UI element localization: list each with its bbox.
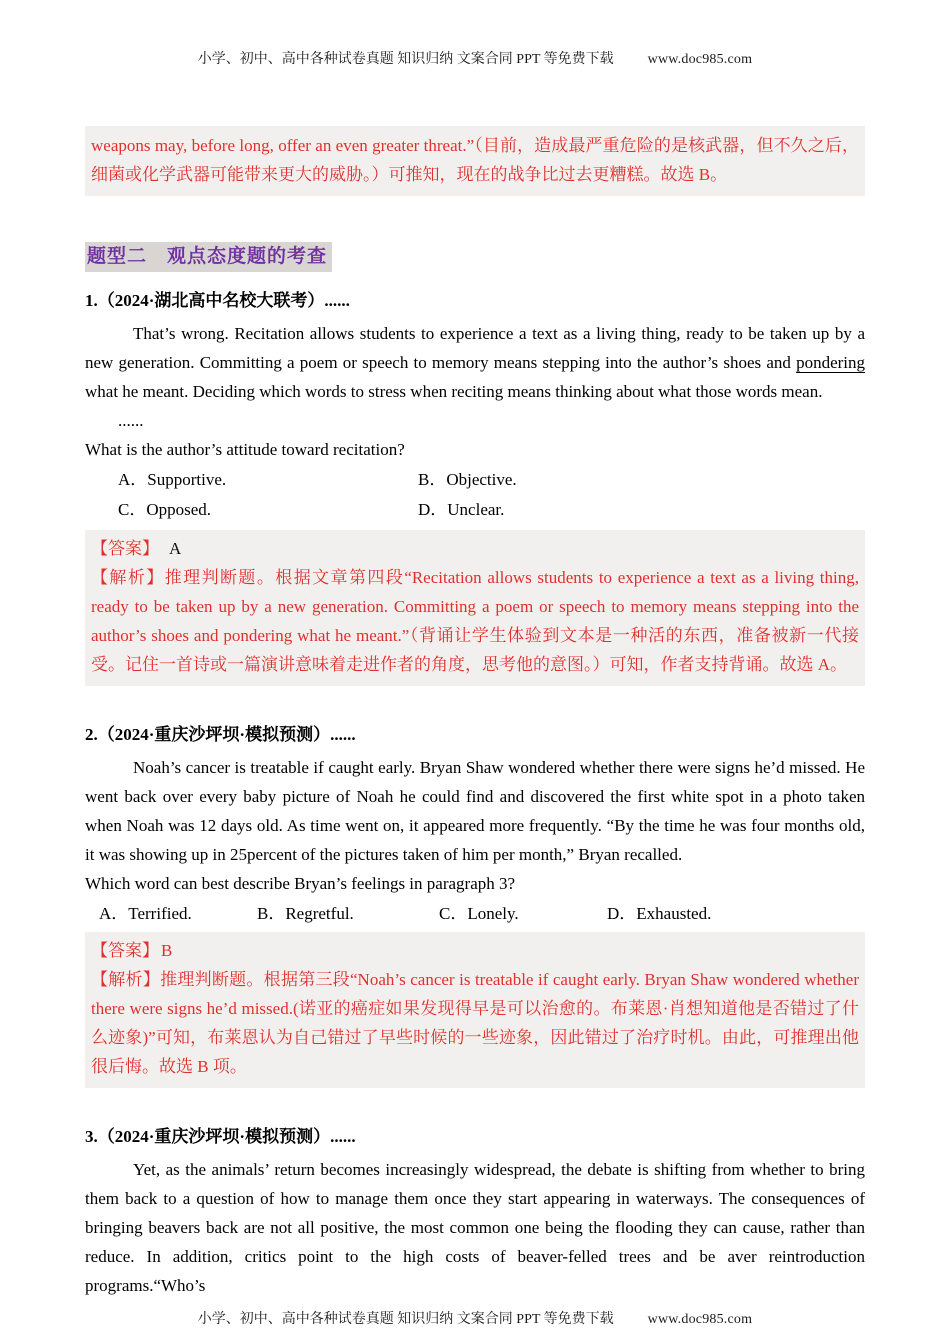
underlined-word: pondering [796, 353, 865, 372]
option-d: D．Exhausted. [607, 904, 712, 923]
question-1-block [85, 286, 865, 686]
analysis-text: 推理判断题。根据文章第四段“Recitation allows students to experience a text as a living thing, ready to be taken up by a new generation. Committing a poem or speech to memory means stepping into the author’s shoes and pondering what he meant.”（背诵让学生体验到文本是一种活的东西，准备被新一代接受。记住一首诗或一篇演讲意味着走进作者的角度，思考他的意图。）可知，作者支持背诵。故选 A。 [91, 568, 860, 674]
question-3-passage: Yet, as the animals’ return becomes increasingly widespread, the debate is shifting from whether to bring them back to a question of how to manage them once they start appearing in waterways. The consequences of bringing beavers back are not all positive, the most common one being the flooding they can cause, rather than reduce. In addition, critics point to the high costs of beaver-felled trees and be aver reintroduction programs.“Who’s [85, 1160, 865, 1295]
carryover-explanation-block [85, 126, 865, 196]
question-2-passage: Noah’s cancer is treatable if caught early. Bryan Shaw wondered whether there were signs he’d missed. He went back over every baby picture of Noah he could find and discovered the first white spot in a photo taken when Noah was 12 days old. As time went on, it appeared more frequently. “By the time he was four months old, it was showing up in 25percent of the pictures taken of him per month,” Bryan recalled. [85, 758, 865, 864]
analysis-line [91, 563, 859, 679]
footer-url-link[interactable]: www.doc985.com [647, 1312, 753, 1327]
analysis-label: 【解析】 [91, 568, 165, 587]
answer-value: A [169, 539, 182, 558]
question-2-heading: 2.（2024·重庆沙坪坝·模拟预测）...... [85, 725, 356, 744]
option-a: A．Supportive. [118, 470, 227, 489]
option-c: C．Lonely. [439, 904, 519, 923]
passage-text: That’s wrong. Recitation allows students to experience a text as a living thing, ready to be taken up by a new generation. Committing a poem or speech to memory means stepping into the author’s shoes and [85, 324, 865, 372]
passage-ellipsis: ...... [118, 411, 144, 430]
question-3-block [85, 1122, 865, 1300]
question-2-block [85, 720, 865, 1088]
option-b: B．Regretful. [257, 904, 354, 923]
question-2-answer-block [85, 932, 865, 1088]
question-3-heading: 3.（2024·重庆沙坪坝·模拟预测）...... [85, 1127, 356, 1146]
answer-label: 【答案】 [91, 941, 159, 960]
passage-text: what he meant. Deciding which words to stress when reciting means thinking about what those words mean. [85, 382, 823, 401]
section-title-row [85, 242, 865, 272]
question-1-passage [85, 319, 865, 406]
analysis-label: 【解析】 [91, 970, 161, 989]
option-b: B．Objective. [418, 470, 517, 489]
analysis-line [91, 965, 859, 1081]
question-1-answer-block [85, 530, 865, 686]
answer-label: 【答案】 [91, 539, 159, 558]
header-url-link[interactable]: www.doc985.com [647, 52, 753, 67]
analysis-text: 推理判断题。根据第三段“Noah’s cancer is treatable if caught early. Bryan Shaw wondered whether there were signs he’d missed.(诺亚的癌症如果发现得早是可以治愈的。布莱恩·肖想知道他是否错过了什么迹象)”可知，布莱恩认为自己错过了早些时候的一些迹象，因此错过了治疗时机。由此，可推理出他很后悔。故选 B 项。 [91, 970, 860, 1076]
answer-value: B [161, 941, 173, 960]
question-1-stem: What is the author’s attitude toward recitation? [85, 440, 405, 459]
footer-text: 小学、初中、高中各种试卷真题 知识归纳 文案合同 PPT 等免费下载 [197, 1312, 614, 1327]
answer-line [91, 534, 859, 563]
carryover-text: weapons may, before long, offer an even greater threat.”（目前，造成最严重危险的是核武器，但不久之后，细菌或化学武器可能带来更大的威胁。）可推知，现在的战争比过去更糟糕。故选 B。 [91, 136, 859, 184]
option-c: C．Opposed. [118, 500, 212, 519]
header-text: 小学、初中、高中各种试卷真题 知识归纳 文案合同 PPT 等免费下载 [197, 52, 614, 67]
option-a: A．Terrified. [99, 904, 192, 923]
question-1-options [118, 465, 865, 524]
answer-line [91, 936, 859, 965]
question-2-stem: Which word can best describe Bryan’s feelings in paragraph 3? [85, 874, 516, 893]
option-d: D．Unclear. [418, 500, 505, 519]
section-title: 题型二 观点态度题的考查 [85, 242, 332, 272]
page-header [85, 50, 865, 70]
page-footer [85, 1310, 865, 1330]
question-2-options [99, 899, 865, 928]
question-1-heading: 1.（2024·湖北高中名校大联考）...... [85, 291, 350, 310]
